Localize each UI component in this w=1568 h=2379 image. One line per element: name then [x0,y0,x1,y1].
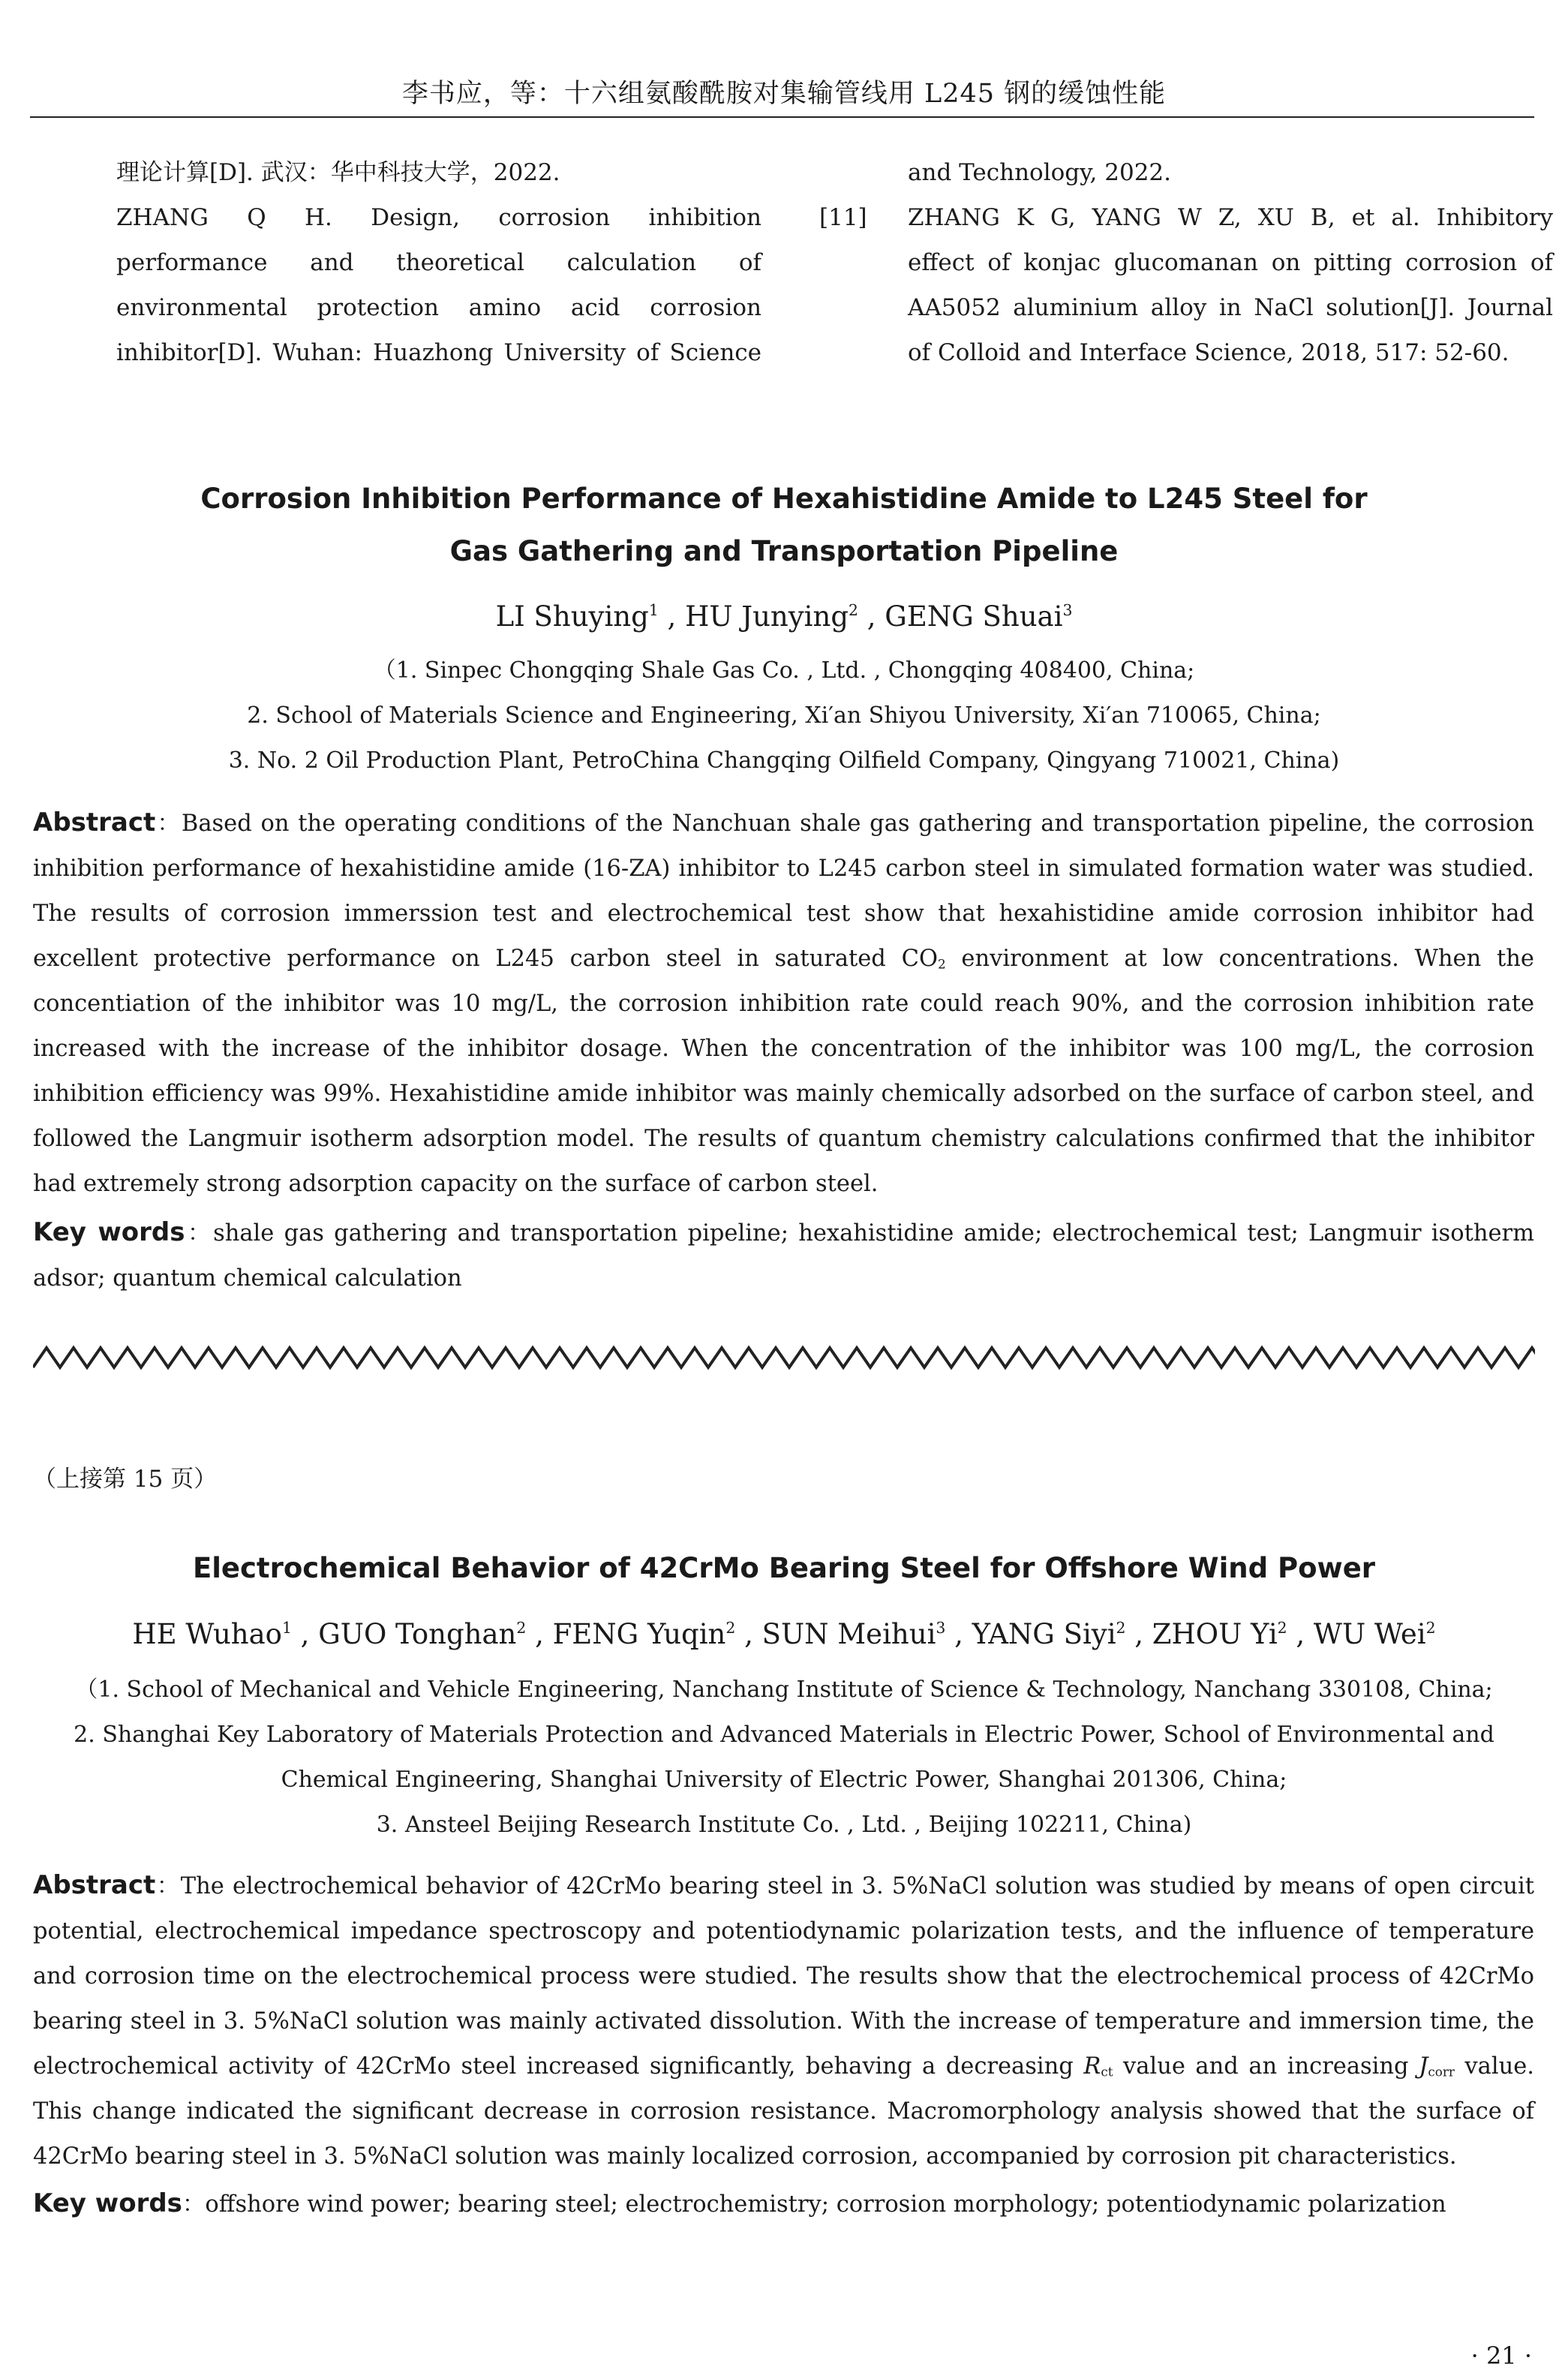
reference-right-column [908,150,1553,375]
author-name: HU Junying [685,600,849,633]
abstract-label: Abstract [33,1870,156,1900]
abstract-paragraph: Abstract：The electrochemical behavior of 42CrMo bearing steel in 3. 5%NaCl solution was studied by means of open circuit potential, electrochemical impedance spectroscopy and potentiodynamic polarization tests, and the influence of temperature and corrosion time on the electrochemical process were studied. The results show that the electrochemical process of 42CrMo bearing steel in 3. 5%NaCl solution was mainly activated dissolution. With the increase of temperature and immersion time, the electrochemical activity of 42CrMo steel increased significantly, behaving a decreasing $R_{ct}$ value and an increasing $J_{corr}$ value. This change indicated the significant decrease in corrosion resistance. Macromorphology analysis showed that the surface of 42CrMo bearing steel in 3. 5%NaCl solution was mainly localized corrosion, accompanied by corrosion pit characteristics. [33,1870,1535,2170]
author-affiliation-mark: 2 [1425,1618,1436,1637]
affiliation-block [0,1668,1568,1848]
keywords-paragraph: Key words：shale gas gathering and transportation pipeline; hexahistidine amide; electrochemical test; Langmuir isotherm adsor; quantum chemical calculation [33,1217,1535,1292]
abstract-text: value and an increasing [1113,2053,1419,2080]
affiliation-line: （1. Sinpec Chongqing Shale Gas Co. , Ltd. , Chongqing 408400, China; [373,657,1195,684]
keywords-label: Key words [33,2188,182,2218]
author-affiliation-mark: 2 [1277,1618,1287,1637]
title-line: Corrosion Inhibition Performance of Hexahistidine Amide to L245 Steel for [200,483,1368,515]
header-rule [30,116,1534,118]
author-name: SUN Meihui [761,1618,936,1650]
keywords-paragraph: Key words：offshore wind power; bearing steel; electrochemistry; corrosion morphology; potentiodynamic polarization [33,2188,1446,2218]
abstract-paragraph: Abstract：Based on the operating conditions of the Nanchuan shale gas gathering and transportation pipeline, the corrosion inhibition performance of hexahistidine amide (16-ZA) inhibitor to L245 carbon steel in simulated formation water was studied. The results of corrosion immerssion test and electrochemical test show that hexahistidine amide corrosion inhibitor had excellent protective performance on L245 carbon steel in saturated $CO_2$ environment at low concentrations. When the concentiation of the inhibitor was 10 mg/L, the corrosion inhibition rate could reach 90%, and the corrosion inhibition rate increased with the increase of the inhibitor dosage. When the concentration of the inhibitor was 100 mg/L, the corrosion inhibition efficiency was 99%. Hexahistidine amide inhibitor was mainly chemically adsorbed on the surface of carbon steel, and followed the Langmuir isotherm adsorption model. The results of quantum chemistry calculations confirmed that the inhibitor had extremely strong adsorption capacity on the surface of carbon steel. [33,808,1534,1197]
reference-left-column [116,150,761,375]
keywords-text: offshore wind power; bearing steel; electrochemistry; corrosion morphology; potentiodynamic polarization [205,2191,1446,2218]
reference-line: performance and theoretical calculation of [116,249,761,276]
author-affiliation-mark: 1 [281,1618,292,1637]
subscript: ct [1101,2064,1113,2080]
reference-line: ZHANG K G, YANG W Z, XU B, et al. Inhibitory [908,204,1553,231]
abstract-text: Based on the operating conditions of the Nanchuan shale gas gathering and transportation pipeline, the corrosion inhibition performance of hexahistidine amide (16-ZA) inhibitor to L245 carbon steel in simulated formation water was studied. The results of corrosion immerssion test and electrochemical test show that hexahistidine amide corrosion inhibitor had excellent protective performance on L245 carbon steel in saturated CO [33,811,1534,972]
author-affiliation-mark: 3 [1062,600,1073,619]
abstract-text: value. This change indicated the significant decrease in corrosion resistance. Macromorphology analysis showed that the surface of 42CrMo bearing steel in 3. 5%NaCl solution was mainly localized corrosion, accompanied by corrosion pit characteristics. [33,2053,1534,2170]
affiliation-line: 3. Ansteel Beijing Research Institute Co. , Ltd. , Beijing 102211, China) [376,1812,1192,1838]
article-title: Electrochemical Behavior of 42CrMo Bearing Steel for Offshore Wind Power [192,1552,1376,1584]
author-affiliation-mark: 3 [936,1618,946,1637]
title-line: Gas Gathering and Transportation Pipeline [449,535,1119,567]
author-name: GENG Shuai [885,600,1063,633]
author-affiliation-mark: 2 [1116,1618,1126,1637]
reference-line: inhibitor[D]. Wuhan: Huazhong University of Science [116,339,761,366]
affiliation-line: 2. Shanghai Key Laboratory of Materials Protection and Advanced Materials in Electric Power, School of Environmental and [74,1722,1494,1748]
jcorr-symbol: J [1419,2053,1428,2080]
abstract-label: Abstract [33,808,156,838]
reference-number: [11] [819,204,867,231]
reference-line: of Colloid and Interface Science, 2018, 517: 52-60. [908,339,1509,366]
author-name: FENG Yuqin [552,1618,726,1650]
affiliation-line: （1. School of Mechanical and Vehicle Engineering, Nanchang Institute of Science & Technology, Nanchang 330108, China; [75,1677,1493,1703]
reference-line: effect of konjac glucomanan on pitting corrosion of [908,249,1553,276]
affiliation-block [0,648,1568,783]
author-name: WU Wei [1313,1618,1426,1650]
article-title [0,473,1568,578]
author-affiliation-mark: 1 [648,600,659,619]
continued-note: （上接第 15 页） [33,1466,218,1493]
reference-line: AA5052 aluminium alloy in NaCl solution[J]. Journal [908,294,1553,321]
reference-line: environmental protection amino acid corrosion [116,294,761,321]
reference-line: 理论计算[D]. 武汉：华中科技大学，2022. [116,159,560,186]
author-affiliation-mark: 2 [849,600,858,619]
keywords-text: shale gas gathering and transportation pipeline; hexahistidine amide; electrochemical test; Langmuir isotherm adsor; quantum chemical calculation [33,1220,1535,1292]
page-number: · 21 · [1470,2341,1532,2370]
running-head: 李书应，等：十六组氨酸酰胺对集输管线用 L245 钢的缓蚀性能 [401,79,1167,109]
author-list: LI Shuying$^1$ , HU Junying$^2$ , GENG Shuai$^3$ [495,600,1073,633]
author-affiliation-mark: 2 [516,1618,527,1637]
author-name: ZHOU Yi [1152,1618,1278,1650]
reference-line: and Technology, 2022. [908,159,1171,186]
author-name: GUO Tonghan [318,1618,517,1650]
author-name: YANG Siyi [972,1618,1116,1650]
affiliation-line: Chemical Engineering, Shanghai University of Electric Power, Shanghai 201306, China; [281,1767,1287,1793]
author-name: LI Shuying [495,600,649,633]
reference-line: ZHANG Q H. Design, corrosion inhibition [116,204,761,231]
subscript: 2 [937,956,946,972]
affiliation-line: 3. No. 2 Oil Production Plant, PetroChina Changqing Oilfield Company, Qingyang 710021, China) [228,747,1340,774]
author-list: HE Wuhao$^1$ , GUO Tonghan$^2$ , FENG Yuqin$^2$ , SUN Meihui$^3$ , YANG Siyi$^2$ , ZHOU Yi$^2$ , WU Wei$^2$ [132,1618,1436,1650]
keywords-label: Key words [33,1217,185,1247]
wavy-separator [33,1343,1535,1373]
author-affiliation-mark: 2 [725,1618,736,1637]
rct-symbol: R [1083,2053,1101,2080]
abstract-text: The electrochemical behavior of 42CrMo bearing steel in 3. 5%NaCl solution was studied by means of open circuit potential, electrochemical impedance spectroscopy and potentiodynamic polarization tests, and the influence of temperature and corrosion time on the electrochemical process were studied. The results show that the electrochemical process of 42CrMo bearing steel in 3. 5%NaCl solution was mainly activated dissolution. With the increase of temperature and immersion time, the electrochemical activity of 42CrMo steel increased significantly, behaving a decreasing [33,1873,1535,2080]
subscript: corr [1428,2064,1455,2080]
author-name: HE Wuhao [132,1618,282,1650]
abstract-text: environment at low concentrations. When the concentiation of the inhibitor was 10 mg/L, the corrosion inhibition rate could reach 90%, and the corrosion inhibition rate increased with the increase of the inhibitor dosage. When the concentration of the inhibitor was 100 mg/L, the corrosion inhibition efficiency was 99%. Hexahistidine amide inhibitor was mainly chemically adsorbed on the surface of carbon steel, and followed the Langmuir isotherm adsorption model. The results of quantum chemistry calculations confirmed that the inhibitor had extremely strong adsorption capacity on the surface of carbon steel. [33,946,1534,1197]
affiliation-line: 2. School of Materials Science and Engineering, Xi′an Shiyou University, Xi′an 710065, China; [247,702,1321,729]
